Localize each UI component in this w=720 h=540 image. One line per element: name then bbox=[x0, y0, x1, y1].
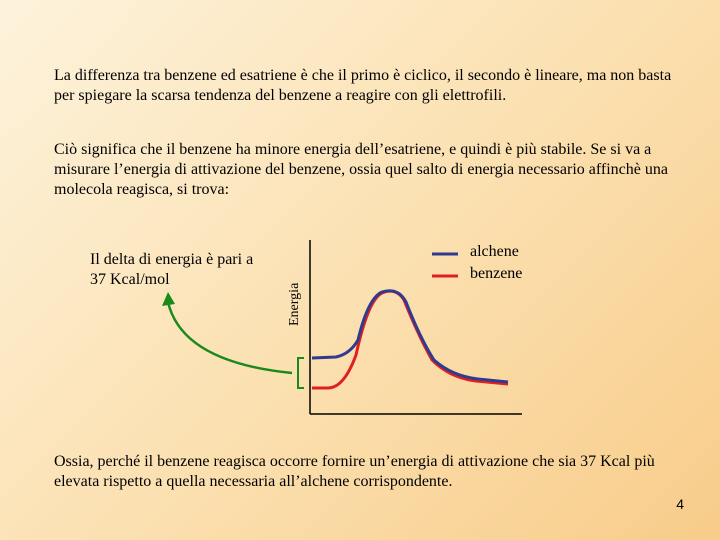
legend-label-alchene: alchene bbox=[470, 243, 519, 260]
benzene-curve bbox=[312, 291, 508, 388]
explanation-paragraph: Ciò significa che il benzene ha minore energia dell’esatriene, e quindi è più stabile. Se si va a misurare l’energia di attivazione del benzene, ossia quel salto di energia necessario affinchè una molecola reagisca, si trova: bbox=[54, 141, 668, 198]
alchene-curve bbox=[312, 291, 508, 382]
conclusion-paragraph: Ossia, perché il benzene reagisca occorre fornire un’energia di attivazione che sia 37 Kcal più elevata rispetto a quella necessaria all’alchene corrispondente. bbox=[54, 453, 655, 490]
delta-energy-annotation: Il delta di energia è pari a 37 Kcal/mol bbox=[90, 251, 254, 288]
page-number: 4 bbox=[676, 496, 684, 512]
pointer-arrow bbox=[168, 302, 292, 373]
energy-gap-bracket bbox=[298, 358, 304, 388]
intro-paragraph: La differenza tra benzene ed esatriene è che il primo è ciclico, il secondo è lineare, ma non basta per spiegare la scarsa tendenza del benzene a reagire con gli elettrofili. bbox=[54, 67, 672, 104]
legend-label-benzene: benzene bbox=[470, 265, 523, 282]
y-axis-label: Energia bbox=[287, 282, 302, 326]
arrow-head bbox=[162, 292, 175, 306]
